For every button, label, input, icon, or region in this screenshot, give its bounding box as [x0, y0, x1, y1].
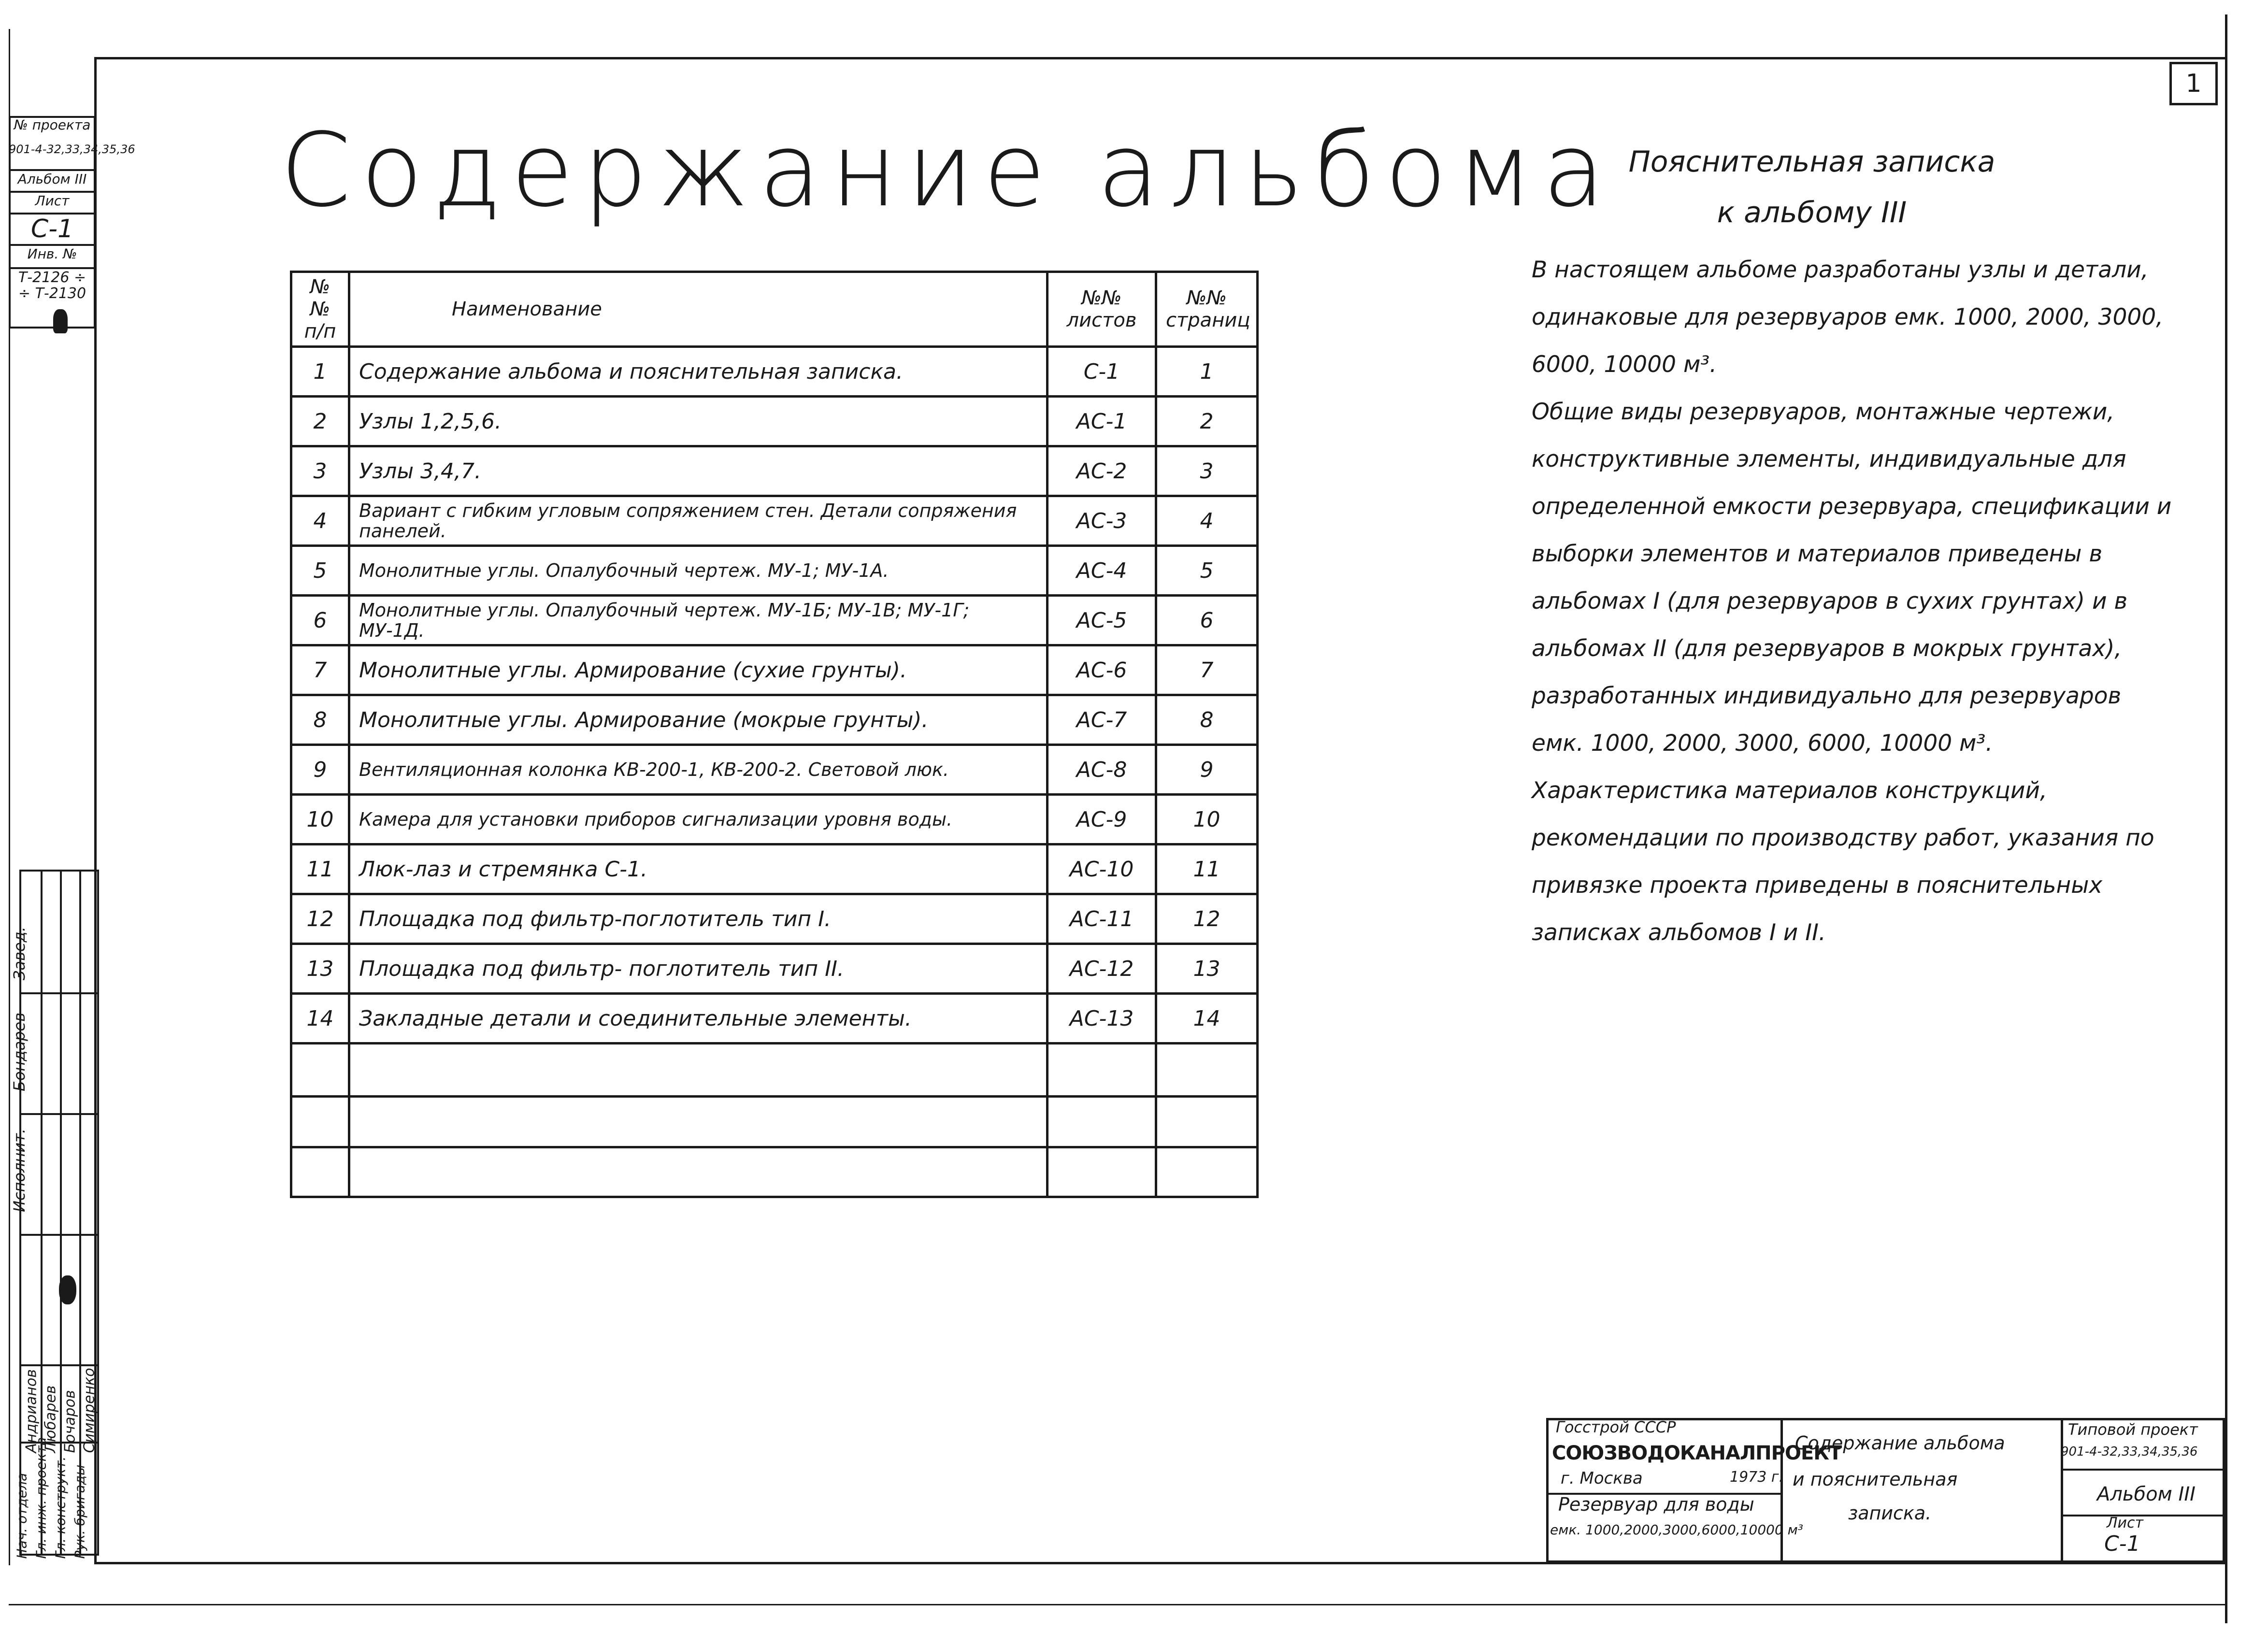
strip-project-number: 901-4-32,33,34,35,36 — [9, 143, 135, 156]
row-name: Вентиляционная колонка КВ-200-1, КВ-200-2. Световой люк. — [349, 745, 1048, 795]
signature-stamp-icon — [59, 1275, 76, 1304]
row-sheet: С-1 — [1048, 347, 1156, 397]
row-page: 2 — [1156, 397, 1258, 446]
table-row — [291, 546, 1258, 596]
header-name: Наименование — [349, 272, 1048, 347]
tb-typical-number: 901-4-32,33,34,35,36 — [2061, 1445, 2198, 1459]
row-num: 7 — [291, 645, 349, 695]
row-num: 8 — [291, 695, 349, 745]
row-page: 11 — [1156, 844, 1258, 894]
row-num: 5 — [291, 546, 349, 596]
row-num: 4 — [291, 496, 349, 546]
row-name: Монолитные углы. Армирование (мокрые грунты). — [349, 695, 1048, 745]
row-page: 1 — [1156, 347, 1258, 397]
table-row — [291, 994, 1258, 1044]
row-name: Площадка под фильтр- поглотитель тип II. — [349, 944, 1048, 994]
row-page: 14 — [1156, 994, 1258, 1044]
row-sheet: АС-4 — [1048, 546, 1156, 596]
row-page: 10 — [1156, 795, 1258, 844]
tb-year: 1973 г. — [1730, 1469, 1784, 1486]
row-page: 5 — [1156, 546, 1258, 596]
row-name: Вариант с гибким угловым сопряжением стен. Детали сопряжения панелей. — [349, 496, 1048, 546]
row-sheet: АС-12 — [1048, 944, 1156, 994]
tb-doc-line1: Содержание альбома — [1795, 1432, 2005, 1454]
row-sheet: АС-8 — [1048, 745, 1156, 795]
table-row — [291, 397, 1258, 446]
table-row — [291, 944, 1258, 994]
header-num: №№ п/п — [291, 272, 349, 347]
row-sheet: АС-2 — [1048, 446, 1156, 496]
outer-bottom-line — [9, 1604, 2227, 1605]
name-lyubarev: Любарев — [42, 1385, 59, 1453]
table-empty-row — [291, 1044, 1258, 1097]
header-sheets: №№ листов — [1048, 272, 1156, 347]
row-name: Узлы 3,4,7. — [349, 446, 1048, 496]
table-row — [291, 795, 1258, 844]
role-gip: Гл. инж. проекта — [33, 1437, 49, 1559]
row-num: 6 — [291, 596, 349, 645]
tb-org: СОЮЗВОДОКАНАЛПРОЕКТ — [1552, 1442, 1842, 1464]
sheet-number: 1 — [2185, 69, 2202, 98]
row-num: 13 — [291, 944, 349, 994]
role-nach-otdela: Нач. отдела — [14, 1473, 30, 1559]
tb-typical-label: Типовой проект — [2068, 1420, 2198, 1439]
row-sheet: АС-10 — [1048, 844, 1156, 894]
strip-inv-range-1: Т-2126 ÷ — [9, 267, 96, 286]
row-num: 2 — [291, 397, 349, 446]
role-ruk-brigady: Рук. бригады — [72, 1464, 88, 1559]
row-page: 6 — [1156, 596, 1258, 645]
row-page: 13 — [1156, 944, 1258, 994]
page-title: Содержание альбома — [280, 111, 1615, 229]
table-row — [291, 596, 1258, 645]
tb-doc-line2: и пояснительная — [1793, 1469, 1958, 1490]
strip-inv-range-2: ÷ Т-2130 — [18, 285, 86, 302]
row-name: Камера для установки приборов сигнализации уровня воды. — [349, 795, 1048, 844]
sheet-number-box — [2169, 62, 2218, 105]
row-sheet: АС-6 — [1048, 645, 1156, 695]
row-sheet: АС-11 — [1048, 894, 1156, 944]
row-page: 12 — [1156, 894, 1258, 944]
table-row — [291, 844, 1258, 894]
row-name: Узлы 1,2,5,6. — [349, 397, 1048, 446]
tb-doc-line3: записка. — [1848, 1502, 1932, 1524]
note-paragraph-2: Общие виды резервуаров, монтажные чертежи, конструктивные элементы, индивидуальные для определенной емкости резервуара, спецификации и выборки элементов и материалов приведены в альбомах I (для резервуаров в сухих грунтах) и в альбомах II (для резервуаров в мокрых грунтах), разработанных индивидуально для резервуаров емк. 1000, 2000, 3000, 6000, 10000 м³. — [1532, 399, 2172, 757]
tb-sheet: С-1 — [2104, 1531, 2140, 1556]
row-page: 7 — [1156, 645, 1258, 695]
table-row — [291, 446, 1258, 496]
name-bocharov: Бочаров — [61, 1390, 79, 1453]
table-header-row — [291, 272, 1258, 347]
row-num: 12 — [291, 894, 349, 944]
contents-table — [290, 271, 1259, 1198]
row-num: 14 — [291, 994, 349, 1044]
strip-inv-stamp-icon — [53, 309, 68, 333]
table-row — [291, 645, 1258, 695]
table-row — [291, 347, 1258, 397]
tb-album: Альбом III — [2097, 1483, 2196, 1505]
label-executor: Исполнит. — [10, 1128, 29, 1212]
row-sheet: АС-9 — [1048, 795, 1156, 844]
label-verified: Завед. — [10, 927, 29, 980]
row-sheet: АС-7 — [1048, 695, 1156, 745]
row-sheet: АС-5 — [1048, 596, 1156, 645]
strip-sheet-label: Лист — [9, 191, 96, 209]
row-name: Монолитные углы. Армирование (сухие грунты). — [349, 645, 1048, 695]
note-paragraph-1: В настоящем альбоме разработаны узлы и детали, одинаковые для резервуаров емк. 1000, 2000, 3000, 6000, 10000 м³. — [1532, 257, 2164, 378]
tb-object-line2: емк. 1000,2000,3000,6000,10000 м³ — [1550, 1522, 1804, 1538]
strip-inv-label: Инв. № — [9, 244, 96, 262]
table-row — [291, 695, 1258, 745]
table-empty-row — [291, 1097, 1258, 1147]
note-text — [1532, 246, 2174, 957]
strip-album: Альбом III — [9, 169, 96, 187]
row-name: Содержание альбома и пояснительная записка. — [349, 347, 1048, 397]
row-sheet: АС-1 — [1048, 397, 1156, 446]
note-paragraph-3: Характеристика материалов конструкций, рекомендации по производству работ, указания по привязке проекта приведены в пояснительных записках альбомов I и II. — [1532, 777, 2154, 946]
row-num: 3 — [291, 446, 349, 496]
strip-project-label: № проекта — [14, 117, 91, 133]
frame-top — [94, 57, 2227, 59]
frame-right — [2225, 14, 2227, 1623]
table-row — [291, 745, 1258, 795]
table-row — [291, 894, 1258, 944]
tb-org-top: Госстрой СССР — [1556, 1418, 1676, 1436]
row-num: 11 — [291, 844, 349, 894]
strip-sheet: С-1 — [9, 213, 96, 243]
row-name: Монолитные углы. Опалубочный чертеж. МУ-1Б; МУ-1В; МУ-1Г; МУ-1Д. — [349, 596, 1048, 645]
tb-city: г. Москва — [1561, 1469, 1643, 1488]
tb-sheet-label: Лист — [2107, 1515, 2144, 1531]
name-simirenko: Симиренко — [81, 1368, 98, 1453]
table-empty-row — [291, 1147, 1258, 1197]
note-title-line2: к альбому III — [1717, 196, 1907, 229]
row-page: 8 — [1156, 695, 1258, 745]
row-sheet: АС-13 — [1048, 994, 1156, 1044]
role-gl-konstr: Гл. конструкт. — [52, 1456, 69, 1559]
row-num: 9 — [291, 745, 349, 795]
row-name: Площадка под фильтр-поглотитель тип I. — [349, 894, 1048, 944]
row-page: 4 — [1156, 496, 1258, 546]
header-pages: №№ страниц — [1156, 272, 1258, 347]
row-num: 1 — [291, 347, 349, 397]
row-sheet: АС-3 — [1048, 496, 1156, 546]
label-checker: Бондарев — [10, 1012, 29, 1091]
row-page: 3 — [1156, 446, 1258, 496]
row-name: Люк-лаз и стремянка С-1. — [349, 844, 1048, 894]
row-page: 9 — [1156, 745, 1258, 795]
row-num: 10 — [291, 795, 349, 844]
name-andrianov: Андрианов — [23, 1369, 40, 1453]
row-name: Закладные детали и соединительные элементы. — [349, 994, 1048, 1044]
note-title-line1: Пояснительная записка — [1628, 145, 1995, 179]
table-row — [291, 496, 1258, 546]
row-name: Монолитные углы. Опалубочный чертеж. МУ-1; МУ-1А. — [349, 546, 1048, 596]
tb-object-line1: Резервуар для воды — [1558, 1494, 1754, 1515]
